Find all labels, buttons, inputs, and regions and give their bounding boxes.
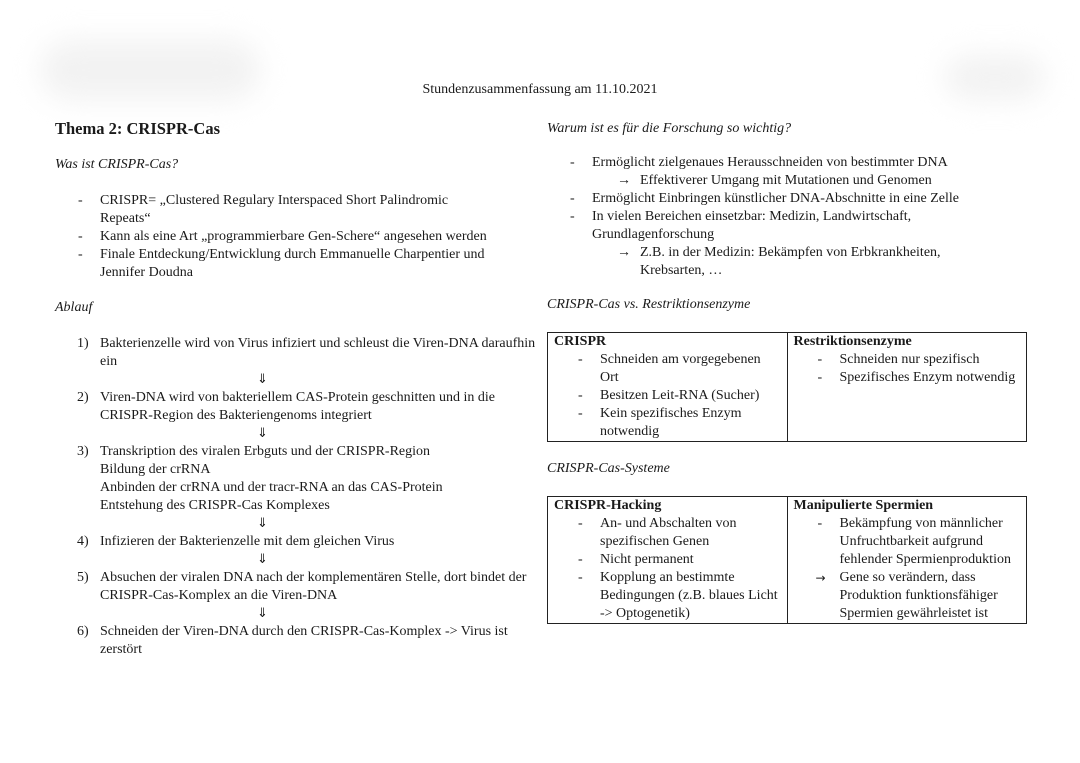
- list-item: [547, 154, 1032, 172]
- column-header: Manipulierte Spermien: [793, 498, 934, 513]
- definition-list: [55, 192, 540, 282]
- list-item: - Finale Entdeckung/Entwicklung durch Emmanuelle Charpentier und Jennifer Doudna: [55, 246, 540, 282]
- column-header: CRISPR-Hacking: [554, 498, 662, 513]
- step-text: Transkription des viralen Erbguts und der CRISPR-Region: [100, 444, 431, 459]
- right-arrow-icon: →: [617, 173, 631, 188]
- step-item: [55, 443, 540, 515]
- step-text-extra: Anbinden der crRNA und der tracr-RNA an das CAS-Protein: [100, 480, 443, 495]
- topic-title: Thema 2: CRISPR-Cas: [55, 119, 220, 138]
- process-steps: [55, 335, 540, 659]
- table-cell-crispr-hacking: [548, 497, 788, 624]
- step-item: [55, 569, 540, 605]
- step-number: 4): [77, 534, 89, 549]
- list-item: - Kein spezifisches Enzym notwendig: [554, 405, 781, 441]
- section-ablauf-title: Ablauf: [55, 300, 93, 315]
- step-text: Viren-DNA wird von bakteriellem CAS-Protein geschnitten und in die CRISPR-Region des Bakteriengenoms integriert: [100, 390, 495, 423]
- list-item: - Besitzen Leit-RNA (Sucher): [554, 387, 781, 405]
- step-text: Absuchen der viralen DNA nach der komplementären Stelle, dort bindet der CRISPR-Cas-Komplex an die Viren-DNA: [100, 570, 527, 603]
- subpoint-text: Effektiverer Umgang mit Mutationen und Genomen: [640, 173, 932, 188]
- step-number: 6): [77, 624, 89, 639]
- arrow-subpoint: [547, 172, 1032, 190]
- down-arrow-icon: ⇓: [257, 552, 268, 567]
- step-text-extra: Entstehung des CRISPR-Cas Komplexes: [100, 498, 330, 513]
- down-arrow-icon: ⇓: [257, 606, 268, 621]
- table-cell-manipulierte-spermien: [787, 497, 1027, 624]
- step-item: [55, 335, 540, 371]
- arrow-subpoint: [547, 244, 1032, 280]
- left-column: [55, 118, 540, 659]
- list-item: - In vielen Bereichen einsetzbar: Medizin, Landwirtschaft, Grundlagenforschung: [547, 208, 1032, 244]
- comparison-table: [547, 332, 1027, 442]
- list-item: - Schneiden am vorgegebenen Ort: [554, 351, 781, 387]
- list-item: - Spezifisches Enzym notwendig: [794, 369, 1021, 387]
- step-number: 1): [77, 336, 89, 351]
- step-text: Schneiden der Viren-DNA durch den CRISPR-Cas-Komplex -> Virus ist zerstört: [100, 624, 508, 657]
- step-number: 2): [77, 390, 89, 405]
- list-item-text: Ermöglicht zielgenaues Herausschneiden von bestimmter DNA: [592, 155, 948, 170]
- down-arrow-icon: ⇓: [257, 426, 268, 441]
- list-item: - Nicht permanent: [554, 551, 781, 569]
- importance-list: [547, 154, 1032, 280]
- down-arrow-icon: ⇓: [257, 372, 268, 387]
- step-item: [55, 533, 540, 551]
- list-item: - CRISPR= „Clustered Regulary Interspaced Short Palindromic Repeats“: [55, 192, 540, 228]
- right-arrow-icon: →: [617, 245, 631, 260]
- column-header: CRISPR: [554, 334, 607, 349]
- list-item: - Bekämpfung von männlicher Unfruchtbarkeit aufgrund fehlender Spermienproduktion: [794, 515, 1021, 569]
- step-item: [55, 389, 540, 425]
- column-header: Restriktionsenzyme: [793, 334, 912, 349]
- question-what-is: Was ist CRISPR-Cas?: [55, 157, 179, 172]
- list-item: - Ermöglicht Einbringen künstlicher DNA-Abschnitte in eine Zelle: [547, 190, 1032, 208]
- arrow-list-item: → Gene so verändern, dass Produktion funktionsfähiger Spermien gewährleistet ist: [794, 569, 1021, 623]
- step-number: 5): [77, 570, 89, 585]
- list-item: - Kopplung an bestimmte Bedingungen (z.B. blaues Licht -> Optogenetik): [554, 569, 781, 623]
- step-number: 3): [77, 444, 89, 459]
- comparison-title: CRISPR-Cas vs. Restriktionsenzyme: [547, 297, 751, 312]
- question-why-important: Warum ist es für die Forschung so wichtig?: [547, 121, 792, 136]
- systems-table: [547, 496, 1027, 624]
- table-cell-crispr: [548, 333, 788, 442]
- subpoint-text: Z.B. in der Medizin: Bekämpfen von Erbkrankheiten, Krebsarten, …: [640, 245, 941, 278]
- list-item: - Schneiden nur spezifisch: [794, 351, 1021, 369]
- page-header: Stundenzusammenfassung am 11.10.2021: [422, 82, 658, 97]
- step-item: [55, 623, 540, 659]
- list-item: - An- und Abschalten von spezifischen Genen: [554, 515, 781, 551]
- table-cell-restriktionsenzyme: [787, 333, 1027, 442]
- down-arrow-icon: ⇓: [257, 516, 268, 531]
- list-item: - Kann als eine Art „programmierbare Gen-Schere“ angesehen werden: [55, 228, 540, 246]
- step-text: Bakterienzelle wird von Virus infiziert und schleust die Viren-DNA daraufhin ein: [100, 336, 536, 369]
- step-text-extra: Bildung der crRNA: [100, 462, 211, 477]
- step-text: Infizieren der Bakterienzelle mit dem gleichen Virus: [100, 534, 395, 549]
- right-column: [547, 118, 1032, 624]
- systems-title: CRISPR-Cas-Systeme: [547, 461, 670, 476]
